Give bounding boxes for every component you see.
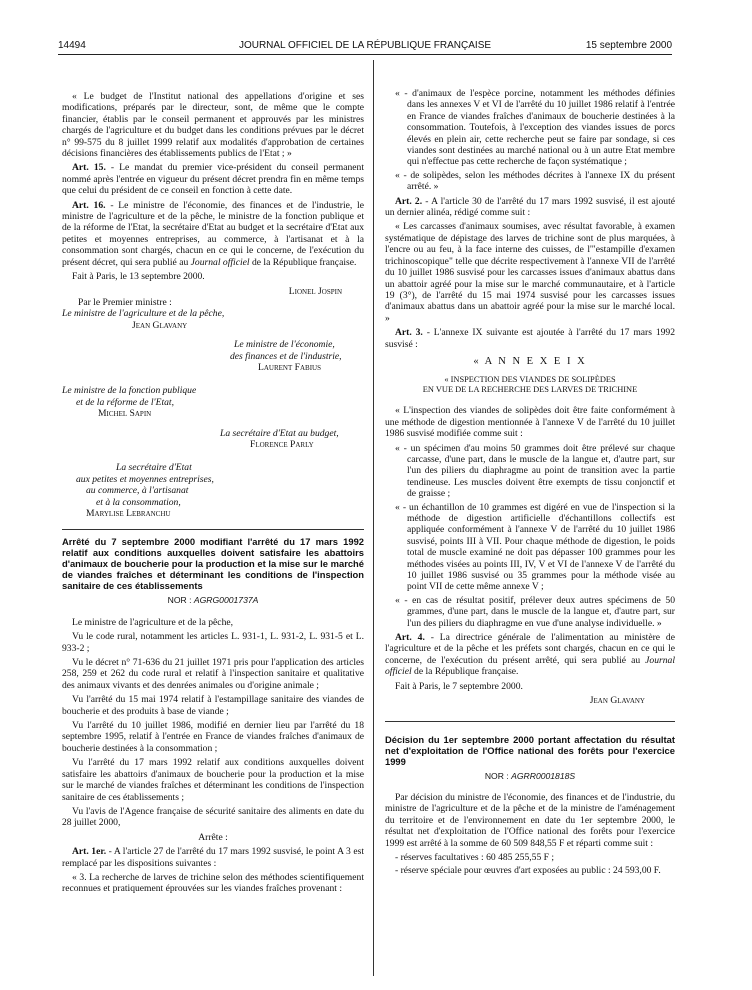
arrete-title: Arrêté du 7 septembre 2000 modifiant l'arrêté du 17 mars 1992 relatif aux conditions auxquelles doivent satisfaire les abattoirs d'animaux de boucherie pour la production et la mise sur le marché de viandes fraîches et déterminant les conditions de l'inspection sanitaire de ces établissements [62, 536, 364, 592]
signature-name: Florence Parly [250, 438, 314, 450]
journal-officiel-ref: Journal officiel [385, 654, 675, 678]
article-text-end: de la République française. [249, 256, 357, 268]
article-3 [385, 327, 675, 350]
list-item: - réserves facultatives : 60 485 255,55 F ; [395, 851, 555, 863]
visa: Le ministre de l'agriculture et de la pêche, [72, 616, 234, 628]
header-rule [58, 54, 672, 55]
nor-label: NOR : [484, 770, 512, 781]
left-column [62, 91, 364, 898]
annexe-heading: « A N N E X E I X [473, 355, 587, 367]
article-label: Art. 2. [395, 195, 423, 207]
list-item: « - d'animaux de l'espèce porcine, notamment les méthodes définies dans les annexes V et VI de l'arrêté du 10 juillet 1986 relatif à l'entrée en France de viandes fraîches d'animaux de boucherie destinées à la consommation. Toutefois, à l'exception des viandes issues de porcs élevés en plein air, cette recherche peut se faire par sondage, si ces viandes sont destinées au marché national ou à un autre Etat membre qui n'effectue pas cette recherche de façon systématique ; [395, 88, 675, 168]
article-text: - L'annexe IX suivante est ajoutée à l'arrêté du 17 mars 1992 susvisé : [385, 327, 676, 350]
bullet-list [385, 443, 675, 630]
annexe-subtitle [385, 375, 675, 395]
visa: Vu le code rural, notamment les articles L. 931-1, L. 931-2, L. 931-5 et L. 933-2 ; [62, 631, 364, 654]
list-item: - réserve spéciale pour œuvres d'art exposées au public : 24 593,00 F. [395, 865, 661, 877]
visa: Vu le décret n° 71-636 du 21 juillet 1971 pris pour l'application des articles 258, 259 et 262 du code rural et relatif à l'inspection sanitaire et qualitative des animaux vivants et des denrées animales ou d'origine animale ; [62, 657, 364, 691]
article-label: Art. 16. [72, 199, 106, 211]
journal-officiel-ref: Journal officiel [190, 256, 250, 268]
signature-prime-minister: Lionel Jospin [288, 285, 342, 297]
signature-name: Marylise Lebranchu [86, 508, 171, 519]
signature-role: et de la réforme de l'Etat, [76, 396, 174, 408]
article-text-end: de la République française. [411, 666, 519, 678]
nor-value: AGRG0001737A [193, 595, 259, 606]
article-label: Art. 15. [72, 162, 106, 174]
article-1 [62, 846, 364, 869]
signature-role: au commerce, à l'artisanat [86, 485, 189, 497]
par-premier-ministre: Par le Premier ministre : [78, 296, 172, 308]
article-2 [385, 196, 675, 219]
article-16 [62, 200, 364, 268]
page-number: 14494 [58, 40, 86, 51]
paragraph: « L'inspection des viandes de solipèdes doit être faite conformément à une méthode de digestion mentionnée à l'annexe V de l'arrêté du 10 juillet 1986 susvisé modifiée comme suit : [385, 405, 675, 440]
article-label: Art. 1er. [72, 846, 107, 858]
article-text: - Le mandat du premier vice-président du conseil permanent nommé après l'entrée en vigueur du présent décret prendra fin en même temps que celui du président de ce conseil en fonction à cette date. [62, 162, 364, 197]
article-text: - La directrice générale de l'alimentation au ministère de l'agriculture et de la pêche et les préfets sont chargés, chacun en ce qui le concerne, de l'exécution du présent arrêté, qui sera publié au [385, 632, 675, 666]
signature-role: et à la consommation, [96, 496, 181, 508]
list-item: « - un échantillon de 10 grammes est digéré en vue de l'inspection si la méthode de digestion artificielle d'échantillons collectifs est appliquée conformément à l'annexe V de l'arrêté du 10 juillet 1986 susvisé, points III à VII. Pour chaque méthode de digestion, le poids total de muscle examiné ne doit pas dépasser 100 grammes pour les méthodes visées au points III, IV, V et VI de l'annexe V de l'arrêté du 10 juillet 1986 susvisé ou 35 grammes pour la méthode visée au point VII de cette même annexe V ; [395, 501, 675, 593]
visa: Vu l'arrêté du 17 mars 1992 relatif aux conditions auxquelles doivent satisfaire les abattoirs d'animaux de boucherie pour la production et la mise sur le marché de viandes fraîches et déterminant les conditions de l'inspection sanitaire de ces établissements ; [62, 757, 364, 803]
article-label: Art. 4. [395, 632, 425, 644]
annexe-subtitle-line: EN VUE DE LA RECHERCHE DES LARVES DE TRICHINE [422, 385, 638, 395]
article-15 [62, 162, 364, 196]
visa: Vu l'avis de l'Agence française de sécurité sanitaire des aliments en date du 28 juillet 2000, [62, 805, 364, 829]
column-divider [373, 60, 374, 976]
annexe-subtitle-line: « INSPECTION DES VIANDES DE SOLIPÈDES [444, 375, 616, 385]
visa: Vu l'arrêté du 10 juillet 1986, modifié en dernier lieu par l'arrêté du 18 septembre 1995, relatif à l'entrée en France de viandes fraîches d'animaux de boucherie destinées à la consommation ; [62, 720, 364, 754]
article-text: - A l'article 30 de l'arrêté du 17 mars 1992 susvisé, il est ajouté un dernier alinéa, rédigé comme suit : [385, 195, 675, 219]
nor-reference [62, 595, 364, 606]
decision-title: Décision du 1er septembre 2000 portant affectation du résultat net d'exploitation de l'Office national des forêts pour l'exercice 1999 [385, 733, 675, 767]
list-item: « - en cas de résultat positif, prélever deux autres spécimens de 50 grammes, d'une part, dans le muscle de la langue et, d'autre part, sur l'un des piliers du diaphragme en vue d'une analyse individuelle. » [395, 594, 675, 629]
signature-role: des finances et de l'industrie, [230, 350, 342, 362]
signature-name: Michel Sapin [98, 408, 152, 420]
page-header [58, 40, 672, 54]
nor-label: NOR : [167, 595, 194, 606]
signatures [62, 286, 364, 520]
section-separator [62, 529, 364, 530]
signature-name: Jean Glavany [589, 695, 645, 707]
bullet-list [385, 852, 675, 877]
nor-reference [385, 771, 675, 782]
signature-name: Laurent Fabius [258, 361, 321, 373]
arrete-heading: Arrête : [198, 831, 228, 843]
issue-date: 15 septembre 2000 [585, 40, 672, 51]
article-text: - Le ministre de l'économie, des finances et de l'industrie, le ministre de l'agriculture et de la pêche, le ministre de la fonction publique et de la réforme de l'Etat, la secrétaire d'Etat au budget et la secrétaire d'Etat aux petites et moyennes entreprises, au commerce, à l'artisanat et à la consommation sont chargés, chacun en ce qui le concerne, de l'exécution du présent décret, qui sera publié au [62, 199, 364, 268]
signature-role: aux petites et moyennes entreprises, [76, 473, 214, 485]
signature-name: Jean Glavany [132, 319, 188, 331]
fait-a-paris: Fait à Paris, le 13 septembre 2000. [72, 271, 205, 283]
nor-value: AGRR0001818S [511, 770, 576, 781]
journal-title: JOURNAL OFFICIEL DE LA RÉPUBLIQUE FRANÇAISE [238, 40, 492, 51]
paragraph: Par décision du ministre de l'économie, des finances et de l'industrie, du ministre de l'agriculture et de la pêche et de la ministre de l'aménagement du territoire et de l'environnement en date du 1er septembre 2000, le résultat net d'exploitation de l'Office national des forêts pour l'exercice 1999 est arrêté à la somme de 60 509 848,55 F et réparti comme suit : [385, 791, 675, 849]
right-column [385, 88, 675, 880]
bullet-list [385, 88, 675, 193]
visa: Vu l'arrêté du 15 mai 1974 relatif à l'estampillage sanitaire des viandes de boucherie et des produits à base de viande ; [62, 694, 364, 717]
article-label: Art. 3. [395, 327, 423, 339]
list-item: « - un spécimen d'au moins 50 grammes doit être prélevé sur chaque carcasse, d'une part, dans le muscle de la langue et, d'autre part, sur l'un des piliers du diaphragme au point de transition avec la partie tendineuse. Les muscles doivent être exempts de tissu conjonctif et de graisse ; [395, 442, 675, 500]
quoted-paragraph: « Les carcasses d'animaux soumises, avec résultat favorable, à examen systématique de dépistage des larves de trichine sont de plus marquées, à l'encre ou au feu, à la face interne des cuisses, de l'"estampille d'examen trichinoscopique" telle que décrite respectivement à l'annexe VII de l'arrêté du 10 juillet 1986 susvisé pour les carcasses issues d'animaux abattus dans un abattoir agréé pour la mise sur le marché communautaire, et à l'article 19 (3°), de l'arrêté du 15 mai 1974 susvisé pour les carcasses issues d'animaux abattus dans un abattoir agréé pour la mise sur le marché local. » [385, 221, 675, 324]
list-item: « - de solipèdes, selon les méthodes décrites à l'annexe IX du présent arrêté. » [395, 169, 675, 193]
paragraph: « Le budget de l'Institut national des appellations d'origine et ses modifications, préparés par le directeur, sont, de même que le compte financier, établis par le conseil permanent et approuvés par les ministres chargés de l'agriculture et du budget dans les conditions prévues par le décret n° 99-575 du 8 juillet 1999 relatif aux modalités d'approbation de certaines décisions financières des établissements publics de l'Etat ; » [62, 91, 364, 160]
article-4 [385, 632, 675, 678]
section-separator [385, 721, 675, 722]
signature-role: La secrétaire d'Etat [116, 462, 192, 474]
signature-role: Le ministre de la fonction publique [62, 385, 197, 397]
signature-role: La secrétaire d'Etat au budget, [220, 427, 339, 439]
signature-role: Le ministre de l'économie, [234, 339, 335, 351]
paragraph: « 3. La recherche de larves de trichine selon des méthodes scientifiquement reconnues et pratiquement éprouvées sur les viandes fraîches provenant : [62, 871, 364, 895]
signature-role: Le ministre de l'agriculture et de la pêche, [62, 308, 225, 320]
fait-a-paris: Fait à Paris, le 7 septembre 2000. [395, 680, 523, 692]
article-text: - A l'article 27 de l'arrêté du 17 mars 1992 susvisé, le point A 3 est remplacé par les dispositions suivantes : [62, 846, 364, 869]
